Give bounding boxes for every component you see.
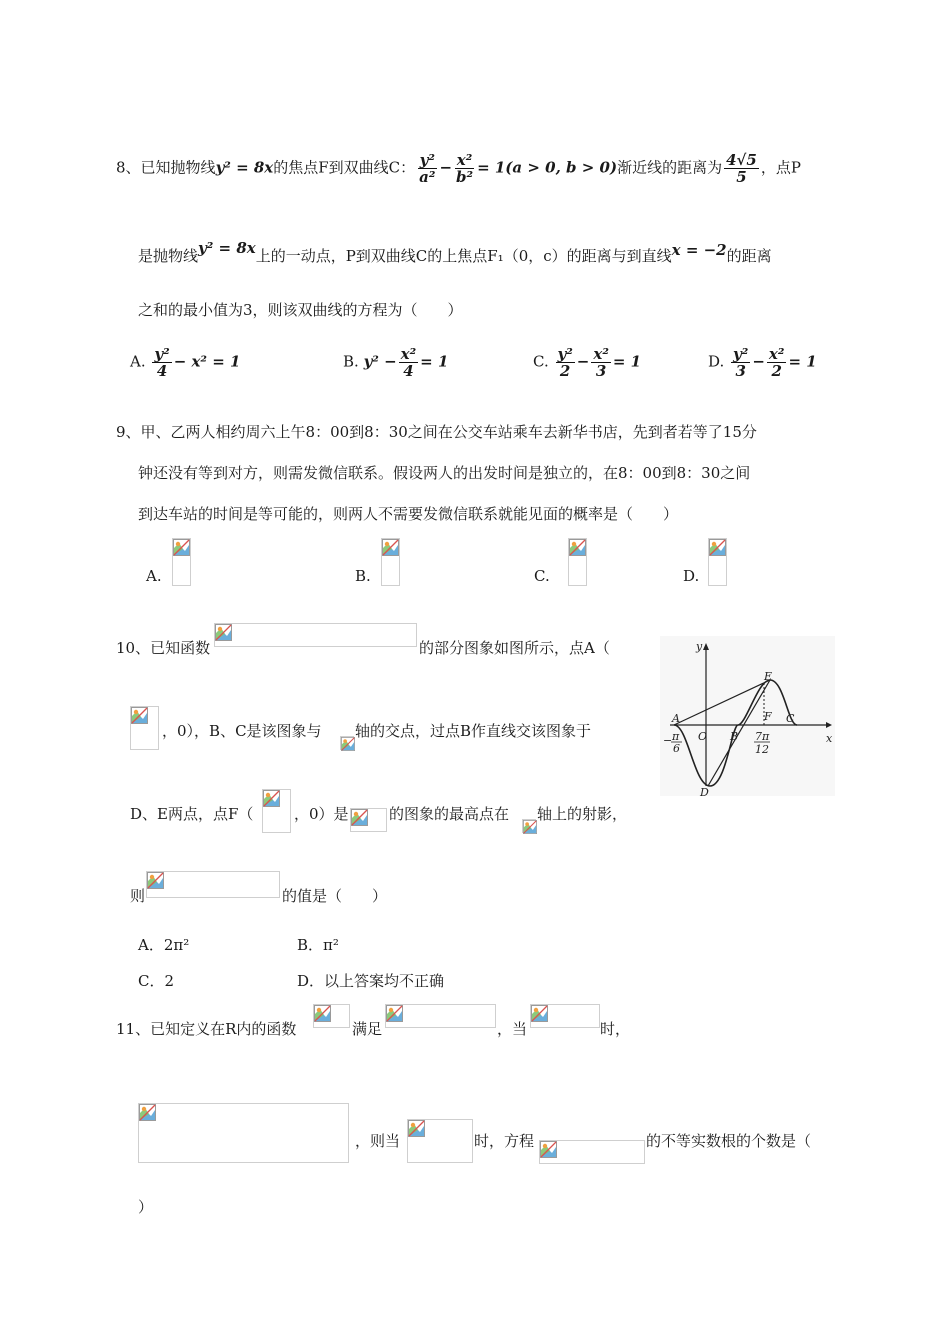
- q11-domain-image: [530, 1004, 600, 1028]
- broken-image-icon: [314, 1005, 331, 1022]
- q10-line-3c: 的图象的最高点在: [389, 805, 510, 823]
- q10-line-1a: 10、已知函数: [116, 639, 211, 657]
- q11-line-2c: 的不等实数根的个数是（: [646, 1132, 812, 1150]
- label-x: x: [826, 732, 833, 745]
- q9-line-3: 到达车站的时间是等可能的，则两人不需要发微信联系就能见面的概率是（ ）: [138, 505, 679, 523]
- label-e: E: [764, 670, 773, 683]
- broken-image-icon: [531, 1005, 548, 1022]
- broken-image-icon: [173, 539, 190, 556]
- label-y: y: [696, 640, 703, 653]
- broken-image-icon: [215, 624, 232, 641]
- q9-option-c-image: [568, 538, 587, 586]
- broken-image-icon: [139, 1104, 156, 1121]
- q10-function-image: [214, 623, 417, 647]
- q9-line-2: 钟还没有等到对方，则需发微信联系。假设两人的出发时间是独立的，在8：00到8：30之间: [138, 464, 751, 482]
- q9-option-a-image: [172, 538, 191, 586]
- label-d: D: [700, 786, 709, 796]
- q10-option-d[interactable]: D．以上答案均不正确: [297, 972, 445, 990]
- q8-line-3: 之和的最小值为3，则该双曲线的方程为（ ）: [138, 301, 463, 319]
- q10-x-axis-image: [340, 736, 354, 750]
- q10-line-2a: ，0），B、C是该图象与: [162, 722, 322, 740]
- q10-f-of-x-image: [350, 808, 387, 832]
- q11-piecewise-image: [138, 1103, 349, 1163]
- q11-line-1c: ，当: [497, 1020, 528, 1038]
- broken-image-icon: [386, 1005, 403, 1022]
- question-number: 8、: [116, 158, 141, 177]
- q9-option-c-label[interactable]: C.: [534, 567, 550, 585]
- broken-image-icon: [341, 737, 355, 751]
- broken-image-icon: [263, 790, 280, 807]
- label-f: F: [764, 710, 772, 723]
- q10-point-a-image: [130, 706, 159, 750]
- q10-line-4a: 则: [130, 887, 146, 905]
- q10-x-axis-image-2: [522, 819, 536, 833]
- label-six: 6: [673, 742, 680, 755]
- q8-line-2: 是抛物线y² = 8x上的一动点，P到双曲线C的上焦点F₁（0，c）的距离与到直线x = −2的距离: [138, 239, 772, 265]
- q8-option-a[interactable]: A. $\frac{\text{y²}}{4}$ − x² = 1: [130, 345, 241, 380]
- label-seven-pi: 7π: [755, 730, 770, 743]
- broken-image-icon: [523, 820, 537, 834]
- q8-option-c[interactable]: C. $\frac{\text{y²}}{2}$ − $\frac{\text{x²}}{3}$ = 1: [533, 345, 642, 380]
- q8-option-b[interactable]: B. y² − $\frac{\text{x²}}{4}$ = 1: [343, 345, 449, 380]
- broken-image-icon: [382, 539, 399, 556]
- q10-line-3b: ，0）是: [294, 805, 349, 823]
- q10-option-b[interactable]: B．π²: [297, 936, 339, 954]
- function-graph-figure: [660, 636, 835, 796]
- q10-option-a[interactable]: A．2π²: [138, 936, 190, 954]
- parabola-equation: y² = 8x: [198, 239, 256, 257]
- q9-option-b-image: [381, 538, 400, 586]
- broken-image-icon: [569, 539, 586, 556]
- q11-line-1b: 满足: [352, 1020, 383, 1038]
- broken-image-icon: [709, 539, 726, 556]
- label-c: C: [786, 712, 795, 725]
- broken-image-icon: [540, 1141, 557, 1158]
- directrix-equation: x = −2: [671, 241, 727, 259]
- distance-fraction: $\frac{4√5}{5}$: [726, 151, 757, 186]
- q10-line-2b: 轴的交点，过点B作直线交该图象于: [355, 722, 592, 740]
- q8-line-1: 8、已知抛物线y² = 8x的焦点F到双曲线C： $\frac{\text{y²}}{\text{a²}}$ − $\frac{\text{x²}}{\text{b²}}$ = 1(a > 0, b > 0)渐近线的距离为 $\frac{4√5}{5}$ ，点P: [116, 151, 801, 186]
- q11-line-2a: ，则当: [355, 1132, 401, 1150]
- q9-option-a-label[interactable]: A.: [146, 567, 162, 585]
- hyperbola-fraction-2: $\frac{\text{x²}}{\text{b²}}$: [456, 151, 474, 186]
- q11-line-1d: 时，: [600, 1020, 631, 1038]
- label-a: A: [672, 712, 680, 725]
- label-o: O: [698, 730, 708, 743]
- q11-interval-image: [407, 1119, 473, 1163]
- hyperbola-fraction-1: $\frac{\text{y²}}{\text{a²}}$: [419, 151, 436, 186]
- q11-line-3: ）: [138, 1198, 154, 1216]
- q11-function-image: [313, 1004, 350, 1028]
- q11-line-2b: 时，方程: [474, 1132, 535, 1150]
- q11-equation-image: [539, 1140, 645, 1164]
- parabola-equation: y² = 8x: [215, 158, 274, 177]
- q9-option-d-label[interactable]: D.: [683, 567, 700, 585]
- q10-line-1b: 的部分图象如图所示，点A（: [419, 639, 610, 657]
- broken-image-icon: [351, 809, 368, 826]
- q10-line-3a: D、E两点，点F（: [130, 805, 254, 823]
- label-minus: −: [663, 734, 673, 747]
- broken-image-icon: [147, 872, 164, 889]
- q10-point-f-image: [262, 789, 291, 833]
- broken-image-icon: [131, 707, 148, 724]
- q9-line-1: 9、甲、乙两人相约周六上午8：00到8：30之间在公交车站乘车去新华书店，先到者若等了15分: [116, 423, 757, 441]
- q10-option-c[interactable]: C．2: [138, 972, 175, 990]
- q11-line-1a: 11、已知定义在R内的函数: [116, 1020, 297, 1038]
- q9-option-b-label[interactable]: B.: [355, 567, 371, 585]
- label-neg-pi: π: [672, 730, 680, 743]
- q9-option-d-image: [708, 538, 727, 586]
- q10-expression-image: [146, 871, 280, 898]
- q10-line-4b: 的值是（ ）: [282, 887, 388, 905]
- q11-condition-image: [385, 1004, 496, 1028]
- label-twelve: 12: [755, 743, 769, 756]
- label-b: B: [730, 730, 739, 743]
- hyperbola-condition: = 1(a > 0, b > 0): [477, 158, 618, 177]
- q8-option-d[interactable]: D. $\frac{\text{y²}}{3}$ − $\frac{\text{x²}}{2}$ = 1: [708, 345, 817, 380]
- q10-line-3d: 轴上的射影，: [537, 805, 628, 823]
- broken-image-icon: [408, 1120, 425, 1137]
